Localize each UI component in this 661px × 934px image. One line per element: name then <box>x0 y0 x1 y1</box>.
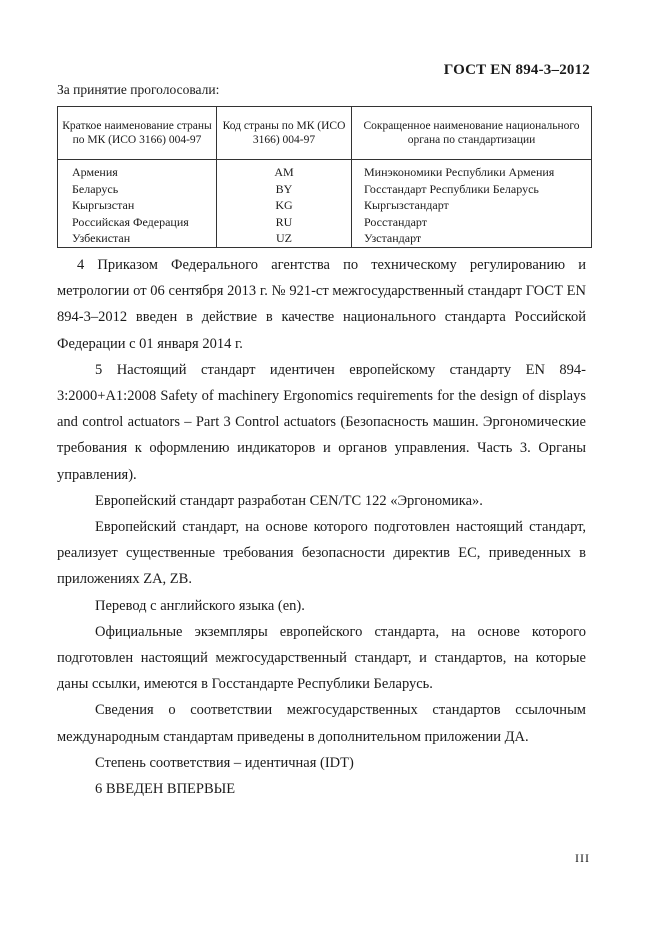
column-header-country-code: Код страны по МК (ИСО 3166) 004-97 <box>217 107 352 160</box>
voting-intro: За принятие проголосовали: <box>57 82 220 97</box>
paragraph-conformity-degree: Степень соответствия – идентичная (IDT) <box>95 754 354 771</box>
standards-body-cell: Узстандарт <box>352 230 592 247</box>
paragraph-first-introduced: 6 ВВЕДЕН ВПЕРВЫЕ <box>95 781 236 798</box>
standards-body-cell: Минэкономики Республики Армения <box>352 160 592 181</box>
paragraph-directives: Европейский стандарт, на основе которого подготовлен настоящий стандарт, реализует существенные требования безопасности директив ЕС, приведенных в приложениях ZA, ZB. <box>57 519 586 588</box>
paragraph-translation: Перевод с английского языка (en). <box>95 597 305 614</box>
table-row <box>58 181 592 198</box>
country-code-cell: UZ <box>217 230 352 247</box>
standards-body-cell: Кыргызстандарт <box>352 197 592 214</box>
country-name-cell: Кыргызстан <box>58 197 217 214</box>
document-code: ГОСТ EN 894-3–2012 <box>443 62 590 78</box>
standards-body-cell: Госстандарт Республики Беларусь <box>352 181 592 198</box>
voting-table <box>57 106 592 248</box>
country-code-cell: AM <box>217 160 352 181</box>
column-header-country-name: Краткое наименование страны по МК (ИСО 3166) 004-97 <box>58 107 217 160</box>
paragraph-identity: 5 Настоящий стандарт идентичен европейскому стандарту EN 894-3:2000+A1:2008 Safety of machinery Ergonomics requirements for the design of displays and control actuators – Part 3 Control actuators (Безопасность машин. Эргономические требования к оформлению индикаторов и органов управления. Часть 3. Органы управления). <box>57 361 586 483</box>
table-row <box>58 230 592 247</box>
country-code-cell: KG <box>217 197 352 214</box>
paragraph-developer: Европейский стандарт разработан CEN/TC 122 «Эргономика». <box>95 492 483 509</box>
country-name-cell: Армения <box>58 160 217 181</box>
paragraph-order: 4 Приказом Федерального агентства по техническому регулированию и метрологии от 06 сентября 2013 г. № 921-ст межгосударственный стандарт ГОСТ EN 894-3–2012 введен в действие в качестве национального стандарта Российской Федерации с 01 января 2014 г. <box>57 257 586 352</box>
paragraph-official-copies: Официальные экземпляры европейского стандарта, на основе которого подготовлен настоящий межгосударственный стандарт, и стандартов, на которые даны ссылки, имеются в Госстандарте Республики Беларусь. <box>57 623 586 693</box>
column-header-standards-body: Сокращенное наименование национального органа по стандартизации <box>352 107 592 160</box>
table-header-row <box>58 107 592 160</box>
table-row <box>58 197 592 214</box>
country-code-cell: RU <box>217 214 352 231</box>
table-row <box>58 214 592 231</box>
page-number: III <box>575 851 590 865</box>
country-name-cell: Беларусь <box>58 181 217 198</box>
country-name-cell: Узбекистан <box>58 230 217 247</box>
standards-body-cell: Росстандарт <box>352 214 592 231</box>
body-text <box>57 252 586 802</box>
table-row <box>58 160 592 181</box>
country-code-cell: BY <box>217 181 352 198</box>
country-name-cell: Российская Федерация <box>58 214 217 231</box>
paragraph-conformity-info: Сведения о соответствии межгосударственных стандартов ссылочным международным стандартам приведены в дополнительном приложении ДА. <box>57 702 586 745</box>
